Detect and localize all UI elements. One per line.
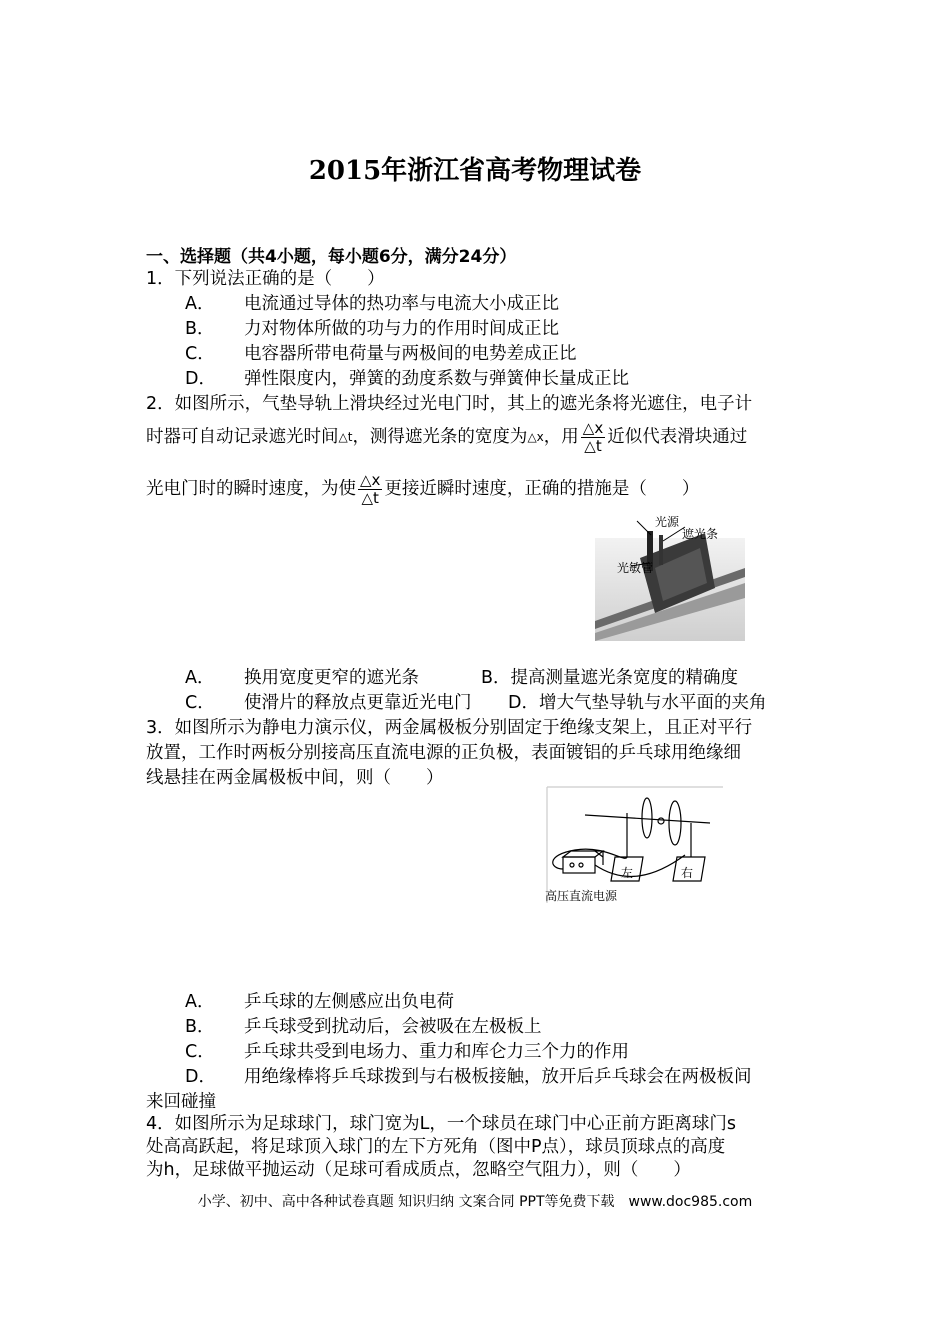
electrostatic-figure <box>545 785 725 905</box>
q3-option-d-continued: 来回碰撞 <box>146 1092 216 1112</box>
q2-option-b-text: 提高测量遮光条宽度的精确度 <box>510 668 739 688</box>
q2-line2-a: 时器可自动记录遮光时间 <box>146 427 339 447</box>
q2-option-c: 使滑片的释放点更靠近光电门 <box>244 693 472 713</box>
q2-option-b-letter: B． <box>481 668 511 688</box>
q3-line1: 3．如图所示为静电力演示仪，两金属极板分别固定于绝缘支架上，且正对平行 <box>146 718 753 738</box>
q2-fraction-1 <box>581 420 605 455</box>
q4-line3: 为h，足球做平抛运动（足球可看成质点，忽略空气阻力），则（ ） <box>146 1160 691 1180</box>
q2-option-a: 换用宽度更窄的遮光条 <box>244 668 419 688</box>
frac-numerator: △x <box>582 419 604 437</box>
q1-option-d: 弹性限度内，弹簧的劲度系数与弹簧伸长量成正比 <box>244 369 629 389</box>
q3-option-d-letter: D． <box>185 1067 216 1087</box>
q3-option-b: 乒乓球受到扰动后，会被吸在左极板上 <box>244 1017 542 1037</box>
q2-line1: 2．如图所示，气垫导轨上滑块经过光电门时，其上的遮光条将光遮住，电子计 <box>146 394 753 414</box>
q2-option-a-letter: A． <box>185 668 215 688</box>
label-light-strip: 遮光条 <box>682 527 719 541</box>
label-right-plate: 右 <box>681 866 694 880</box>
q3-option-c-letter: C． <box>185 1042 215 1062</box>
q2-option-b <box>481 666 738 691</box>
q2-line2-b: ，测得遮光条的宽度为 <box>352 427 528 447</box>
q3-option-a-letter: A． <box>185 992 215 1012</box>
page-footer: 小学、初中、高中各种试卷真题 知识归纳 文案合同 PPT等免费下载 www.doc985.com <box>197 1194 753 1210</box>
frac-denominator: △t <box>361 489 379 507</box>
q4-line2: 处高高跃起，将足球顶入球门的左下方死角（图中P点），球员顶球点的高度 <box>146 1137 726 1157</box>
q3-option-c: 乒乓球共受到电场力、重力和库仑力三个力的作用 <box>244 1042 629 1062</box>
q2-dt: △t <box>338 430 353 444</box>
q2-line2 <box>146 420 747 455</box>
q1-option-d-letter: D． <box>185 369 216 389</box>
q2-line2-d: 近似代表滑块通过 <box>607 427 748 447</box>
label-hv-source: 高压直流电源 <box>545 889 618 903</box>
page-title: 2015年浙江省高考物理试卷 <box>308 156 642 186</box>
label-left-plate: 左 <box>621 866 634 880</box>
q2-option-c-letter: C． <box>185 693 215 713</box>
air-track-figure <box>595 513 745 641</box>
q2-option-d <box>508 691 766 716</box>
q3-option-b-letter: B． <box>185 1017 215 1037</box>
q4-line1: 4．如图所示为足球球门，球门宽为L，一个球员在球门中心正前方距离球门s <box>146 1114 736 1134</box>
q1-option-c: 电容器所带电荷量与两极间的电势差成正比 <box>244 344 577 364</box>
q3-line2: 放置，工作时两板分别接高压直流电源的正负极，表面镀铝的乒乓球用绝缘细 <box>146 743 741 763</box>
q2-dx: △x <box>527 430 544 444</box>
q1-option-a: 电流通过导体的热功率与电流大小成正比 <box>244 294 559 314</box>
label-light-source: 光源 <box>655 515 680 529</box>
q2-line2-c: ，用 <box>543 427 579 447</box>
frac-numerator: △x <box>360 471 381 489</box>
frac-denominator: △t <box>584 437 602 455</box>
q1-option-b: 力对物体所做的功与力的作用时间成正比 <box>244 319 559 339</box>
q2-option-d-letter: D． <box>508 693 539 713</box>
q2-line3 <box>146 472 699 507</box>
q1-option-b-letter: B． <box>185 319 215 339</box>
label-photo-sensor: 光敏管 <box>617 561 654 575</box>
section-heading: 一、选择题（共4小题，每小题6分，满分24分） <box>146 247 517 267</box>
q3-line3: 线悬挂在两金属极板中间，则（ ） <box>146 768 444 788</box>
q3-option-d: 用绝缘棒将乒乓球拨到与右极板接触，放开后乒乓球会在两极板间 <box>244 1067 752 1087</box>
q2-line3-a: 光电门时的瞬时速度，为使 <box>146 479 356 499</box>
q2-line3-b: 更接近瞬时速度，正确的措施是（ ） <box>384 479 700 499</box>
q1-option-c-letter: C． <box>185 344 215 364</box>
q1-option-a-letter: A． <box>185 294 215 314</box>
q1-stem: 1．下列说法正确的是（ ） <box>146 269 385 289</box>
q2-fraction-2 <box>358 472 382 507</box>
q3-option-a: 乒乓球的左侧感应出负电荷 <box>244 992 454 1012</box>
q2-option-d-text: 增大气垫导轨与水平面的夹角 <box>538 693 767 713</box>
